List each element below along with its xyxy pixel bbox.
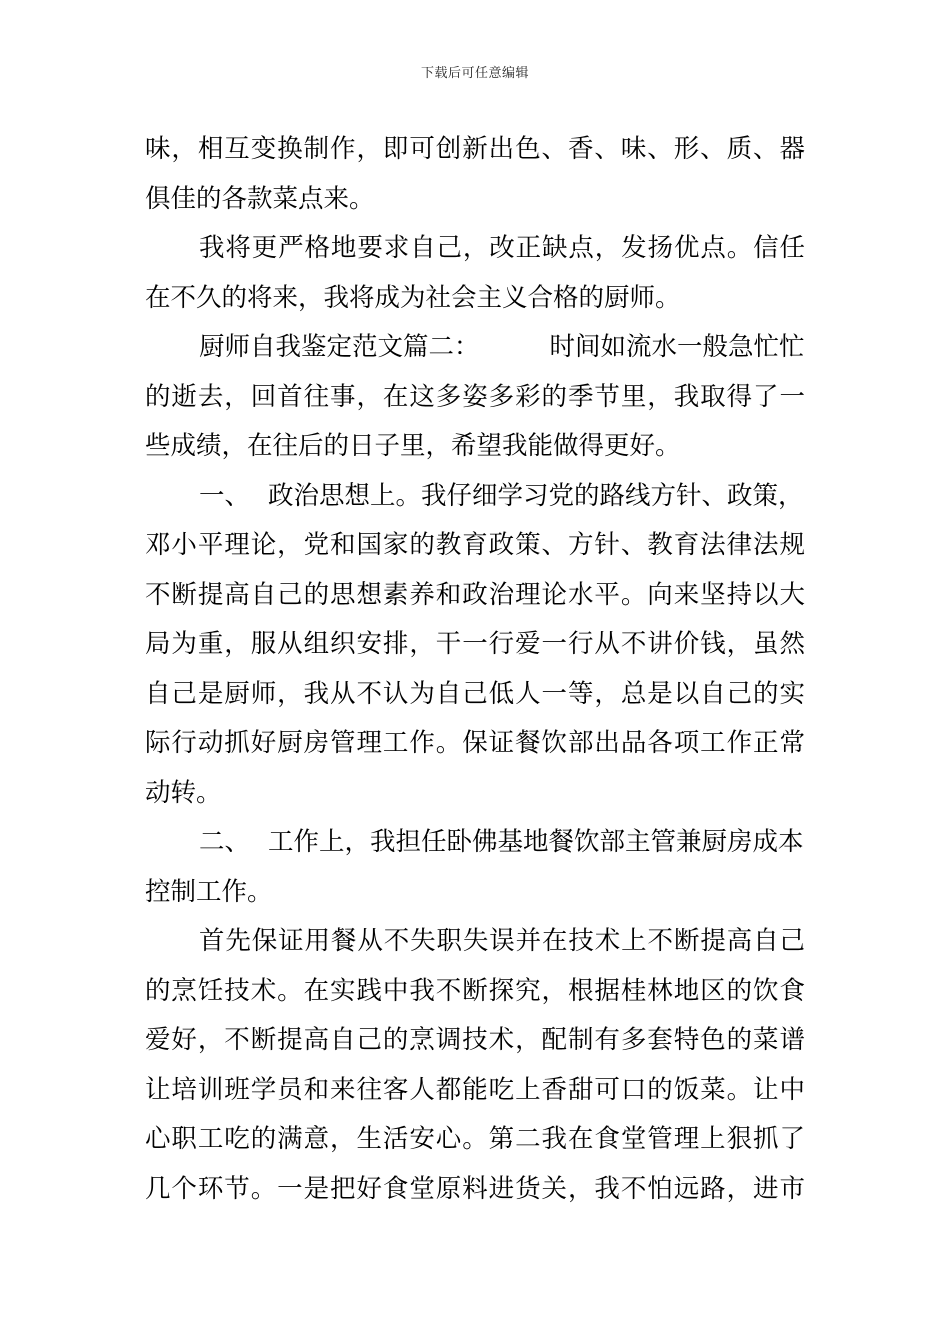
- paragraph-line: 邓小平理论，党和国家的教育政策、方针、教育法律法规: [145, 530, 805, 560]
- paragraph-line: 几个环节。一是把好食堂原料进货关，我不怕远路，进市: [145, 1173, 805, 1204]
- paragraph-line: 动转。: [145, 777, 222, 808]
- paragraph-line: 首先保证用餐从不失职失误并在技术上不断提高自己: [199, 926, 805, 956]
- paragraph-line: 的烹饪技术。在实践中我不断探究，根据桂林地区的饮食: [145, 975, 805, 1006]
- paragraph-line: 在不久的将来，我将成为社会主义合格的厨师。: [145, 282, 681, 313]
- numbered-item-line: [145, 472, 805, 522]
- paragraph-text: 工作上，我担任卧佛基地餐饮部主管兼厨房成本: [268, 827, 804, 857]
- section-title-line: [145, 323, 805, 373]
- item-number: 二、: [199, 827, 251, 857]
- section-title: 厨师自我鉴定范文篇二：: [199, 332, 480, 362]
- paragraph-line: 我将更严格地要求自己，改正缺点，发扬优点。信任: [199, 233, 805, 263]
- paragraph-line: 俱佳的各款菜点来。: [145, 183, 375, 214]
- paragraph-line: 让培训班学员和来往客人都能吃上香甜可口的饭菜。让中: [145, 1074, 805, 1105]
- document-body: [145, 125, 805, 1214]
- paragraph-text: 政治思想上。我仔细学习党的路线方针、政策，: [268, 480, 804, 511]
- paragraph-line: 些成绩，在往后的日子里，希望我能做得更好。: [145, 431, 681, 461]
- paragraph-line: 际行动抓好厨房管理工作。保证餐饮部出品各项工作正常: [145, 728, 805, 758]
- numbered-item-line: [145, 818, 805, 868]
- paragraph-line: 爱好，不断提高自己的烹调技术，配制有多套特色的菜谱: [145, 1025, 805, 1055]
- paragraph-line: 自己是厨师，我从不认为自己低人一等，总是以自己的实: [145, 678, 805, 709]
- paragraph-line: 控制工作。: [145, 876, 273, 907]
- paragraph-line: 味，相互变换制作，即可创新出色、香、味、形、质、器: [145, 134, 805, 164]
- page-header: 下载后可任意编辑: [420, 66, 529, 81]
- paragraph-line: 心职工吃的满意，生活安心。第二我在食堂管理上狠抓了: [145, 1124, 805, 1154]
- paragraph-text: 时间如流水一般急忙忙: [549, 332, 805, 362]
- paragraph-line: 局为重，服从组织安排，干一行爱一行从不讲价钱，虽然: [145, 629, 805, 659]
- paragraph-line: 不断提高自己的思想素养和政治理论水平。向来坚持以大: [145, 579, 805, 610]
- paragraph-line: 的逝去，回首往事，在这多姿多彩的季节里，我取得了一: [145, 381, 805, 412]
- item-number: 一、: [199, 480, 251, 511]
